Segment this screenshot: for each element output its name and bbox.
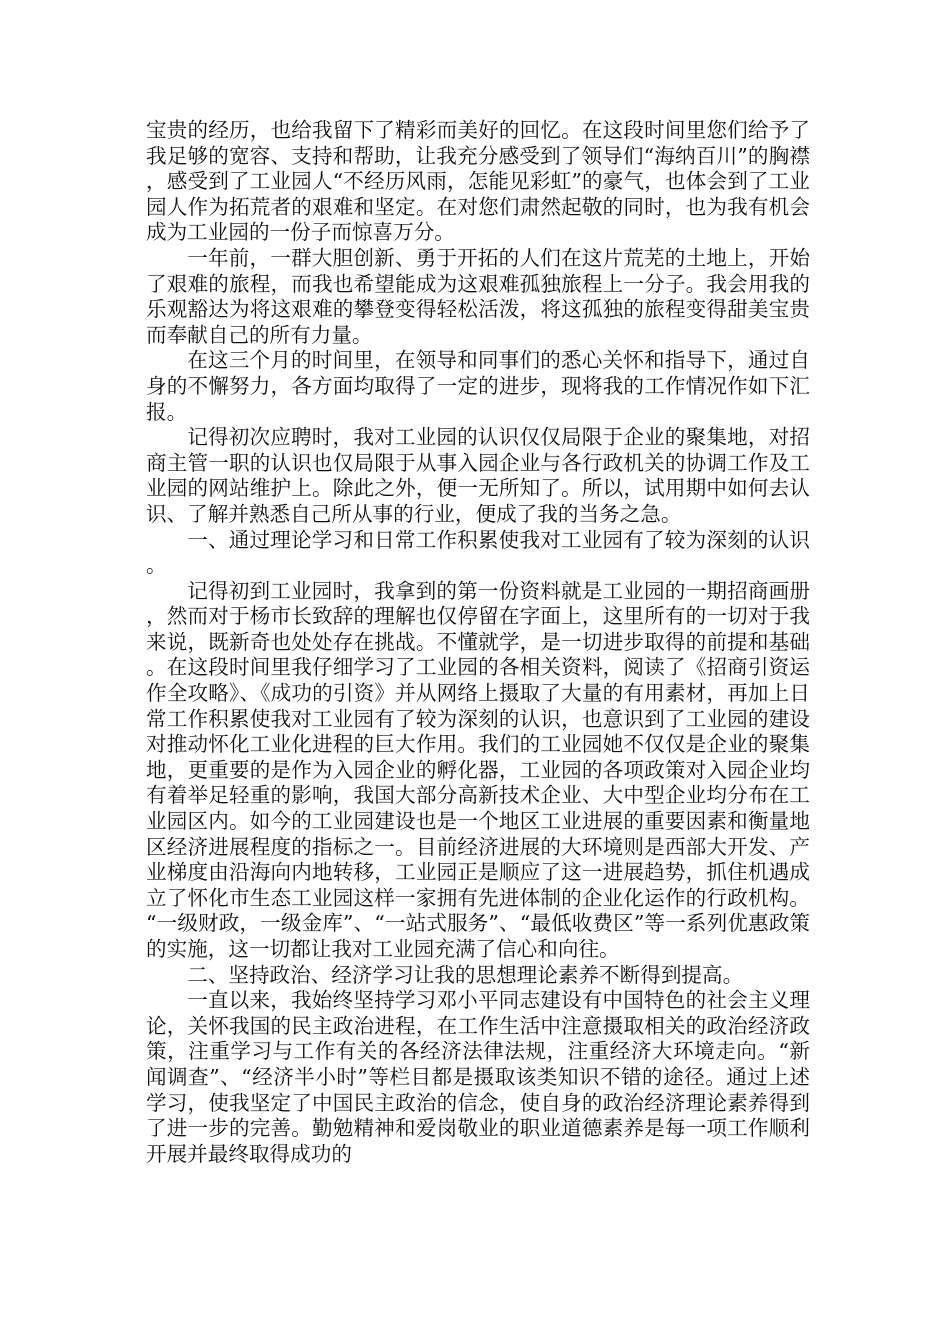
paragraph: 记得初到工业园时，我拿到的第一份资料就是工业园的一期招商画册，然而对于杨市长致辞的理解也仅停留在字面上，这里所有的一切对于我来说，既新奇也处处存在挑战。不懂就学，是一切进步取得的前提和基础。在这段时间里我仔细学习了工业园的各相关资料，阅读了《招商引资运作全攻略》、《成功的引资》并从网络上摄取了大量的有用素材，再加上日常工作积累使我对工业园有了较为深刻的认识，也意识到了工业园的建设对推动怀化工业化进程的巨大作用。我们的工业园她不仅仅是企业的聚集地，更重要的是作为入园企业的孵化器，工业园的各项政策对入园企业均有着举足轻重的影响，我国大部分高新技术企业、大中型企业均分布在工业园区内。如今的工业园建设也是一个地区工业进展的重要因素和衡量地区经济进展程度的指标之一。目前经济进展的大环境则是西部大开发、产业梯度由沿海向内地转移，工业园正是顺应了这一进展趋势，抓住机遇成立了怀化市生态工业园这样一家拥有先进体制的企业化运作的行政机构。“一级财政，一级金库”、“一站式服务”、“最低收费区”等一系列优惠政策的实施，这一切都让我对工业园充满了信心和向往。 xyxy=(146,578,810,961)
paragraph: 一年前，一群大胆创新、勇于开拓的人们在这片荒芜的土地上，开始了艰难的旅程，而我也希望能成为这艰难孤独旅程上一分子。我会用我的乐观豁达为将这艰难的攀登变得轻松活泼，将这孤独的旅程变得甜美宝贵而奉献自己的所有力量。 xyxy=(146,245,810,347)
paragraph-continued: 宝贵的经历，也给我留下了精彩而美好的回忆。在这段时间里您们给予了我足够的宽容、支持和帮助，让我充分感受到了领导们“海纳百川”的胸襟，感受到了工业园人“不经历风雨，怎能见彩虹”的豪气，也体会到了工业园人作为拓荒者的艰难和坚定。在对您们肃然起敬的同时，也为我有机会成为工业园的一份子而惊喜万分。 xyxy=(146,118,810,245)
paragraph: 一直以来，我始终坚持学习邓小平同志建设有中国特色的社会主义理论，关怀我国的民主政治进程，在工作生活中注意摄取相关的政治经济政策，注重学习与工作有关的各经济法律法规，注重经济大环境走向。“新闻调查”、“经济半小时”等栏目都是摄取该类知识不错的途径。通过上述学习，使我坚定了中国民主政治的信念，使自身的政治经济理论素养得到了进一步的完善。勤勉精神和爱岗敬业的职业道德素养是每一项工作顺利开展并最终取得成功的 xyxy=(146,988,810,1166)
paragraph: 记得初次应聘时，我对工业园的认识仅仅局限于企业的聚集地，对招商主管一职的认识也仅局限于从事入园企业与各行政机关的协调工作及工业园的网站维护上。除此之外，便一无所知了。所以，试用期中如何去认识、了解并熟悉自己所从事的行业，便成了我的当务之急。 xyxy=(146,425,810,526)
section-heading: 一、通过理论学习和日常工作积累使我对工业园有了较为深刻的认识。 xyxy=(146,527,810,578)
section-heading: 二、坚持政治、经济学习让我的思想理论素养不断得到提高。 xyxy=(187,962,744,987)
paragraph: 在这三个月的时间里，在领导和同事们的悉心关怀和指导下，通过自身的不懈努力，各方面均取得了一定的进步，现将我的工作情况作如下汇报。 xyxy=(146,348,810,424)
document-page xyxy=(146,118,810,1167)
